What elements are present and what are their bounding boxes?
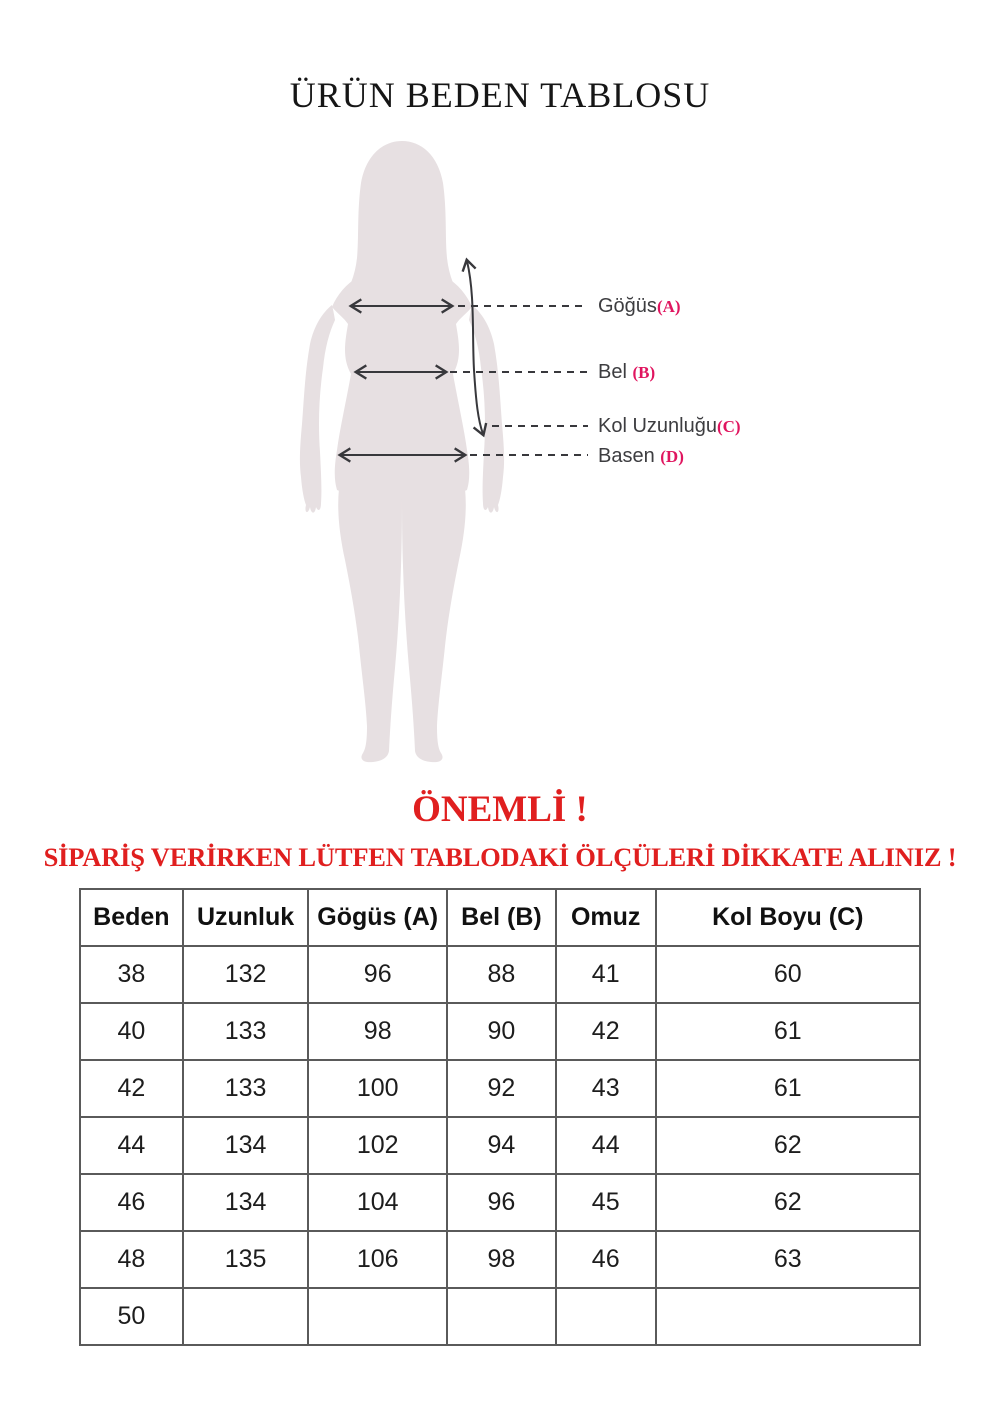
size-table-header-row: [80, 889, 920, 946]
table-cell: 134: [183, 1174, 309, 1231]
table-cell: 132: [183, 946, 309, 1003]
table-cell: 61: [656, 1060, 920, 1117]
table-cell: [556, 1288, 656, 1345]
table-cell: 96: [308, 946, 447, 1003]
table-cell: [656, 1288, 920, 1345]
table-cell: 63: [656, 1231, 920, 1288]
chest-label-text: Göğüs: [598, 295, 657, 317]
table-row: [80, 1174, 920, 1231]
size-table: [79, 888, 921, 1346]
arm-length-label-letter: (C): [716, 417, 741, 436]
header-uzunluk: Uzunluk: [183, 889, 309, 946]
table-cell: 46: [80, 1174, 183, 1231]
body-silhouette: [300, 141, 504, 762]
table-cell: 41: [556, 946, 656, 1003]
table-cell: 60: [656, 946, 920, 1003]
table-row: [80, 1003, 920, 1060]
hip-label-text: Basen: [598, 445, 661, 467]
table-cell: 104: [308, 1174, 447, 1231]
table-cell: 100: [308, 1060, 447, 1117]
table-cell: 48: [80, 1231, 183, 1288]
table-cell: 61: [656, 1003, 920, 1060]
table-cell: 90: [447, 1003, 556, 1060]
important-heading: ÖNEMLİ !: [412, 789, 588, 830]
table-cell: 44: [556, 1117, 656, 1174]
table-cell: 62: [656, 1174, 920, 1231]
table-row: [80, 946, 920, 1003]
table-cell: 42: [80, 1060, 183, 1117]
header-beden: Beden: [80, 889, 183, 946]
table-cell: 102: [308, 1117, 447, 1174]
table-cell: 94: [447, 1117, 556, 1174]
table-cell: [447, 1288, 556, 1345]
table-cell: 106: [308, 1231, 447, 1288]
table-cell: 42: [556, 1003, 656, 1060]
table-cell: 92: [447, 1060, 556, 1117]
arm-length-label: [598, 414, 741, 438]
table-cell: 43: [556, 1060, 656, 1117]
table-cell: 96: [447, 1174, 556, 1231]
hip-label-letter: (D): [660, 447, 684, 466]
waist-label-text: Bel: [598, 361, 633, 383]
table-cell: 45: [556, 1174, 656, 1231]
waist-label: [598, 360, 655, 384]
table-cell: 88: [447, 946, 556, 1003]
table-cell: [183, 1288, 309, 1345]
table-cell: 98: [447, 1231, 556, 1288]
table-cell: 44: [80, 1117, 183, 1174]
table-row: [80, 1117, 920, 1174]
arm-length-label-text: Kol Uzunluğu: [598, 415, 717, 437]
table-cell: 135: [183, 1231, 309, 1288]
hip-label: [598, 444, 684, 468]
table-cell: 40: [80, 1003, 183, 1060]
waist-label-letter: (B): [632, 363, 656, 382]
table-row: [80, 1060, 920, 1117]
header-gogus: Gögüs (A): [308, 889, 447, 946]
table-cell: 50: [80, 1288, 183, 1345]
table-row: [80, 1231, 920, 1288]
table-cell: 134: [183, 1117, 309, 1174]
header-bel: Bel (B): [447, 889, 556, 946]
table-cell: 98: [308, 1003, 447, 1060]
table-cell: 46: [556, 1231, 656, 1288]
size-table-body: [80, 946, 920, 1345]
table-cell: [308, 1288, 447, 1345]
header-omuz: Omuz: [556, 889, 656, 946]
warning-text: SİPARİŞ VERİRKEN LÜTFEN TABLODAKİ ÖLÇÜLERİ DİKKATE ALINIZ !: [43, 842, 957, 872]
table-cell: 133: [183, 1060, 309, 1117]
table-cell: 133: [183, 1003, 309, 1060]
header-kol-boyu: Kol Boyu (C): [656, 889, 920, 946]
chest-label: [598, 294, 681, 318]
table-row: [80, 1288, 920, 1345]
table-cell: 38: [80, 946, 183, 1003]
page-title: ÜRÜN BEDEN TABLOSU: [289, 75, 711, 115]
table-cell: 62: [656, 1117, 920, 1174]
chest-label-letter: (A): [656, 297, 681, 316]
